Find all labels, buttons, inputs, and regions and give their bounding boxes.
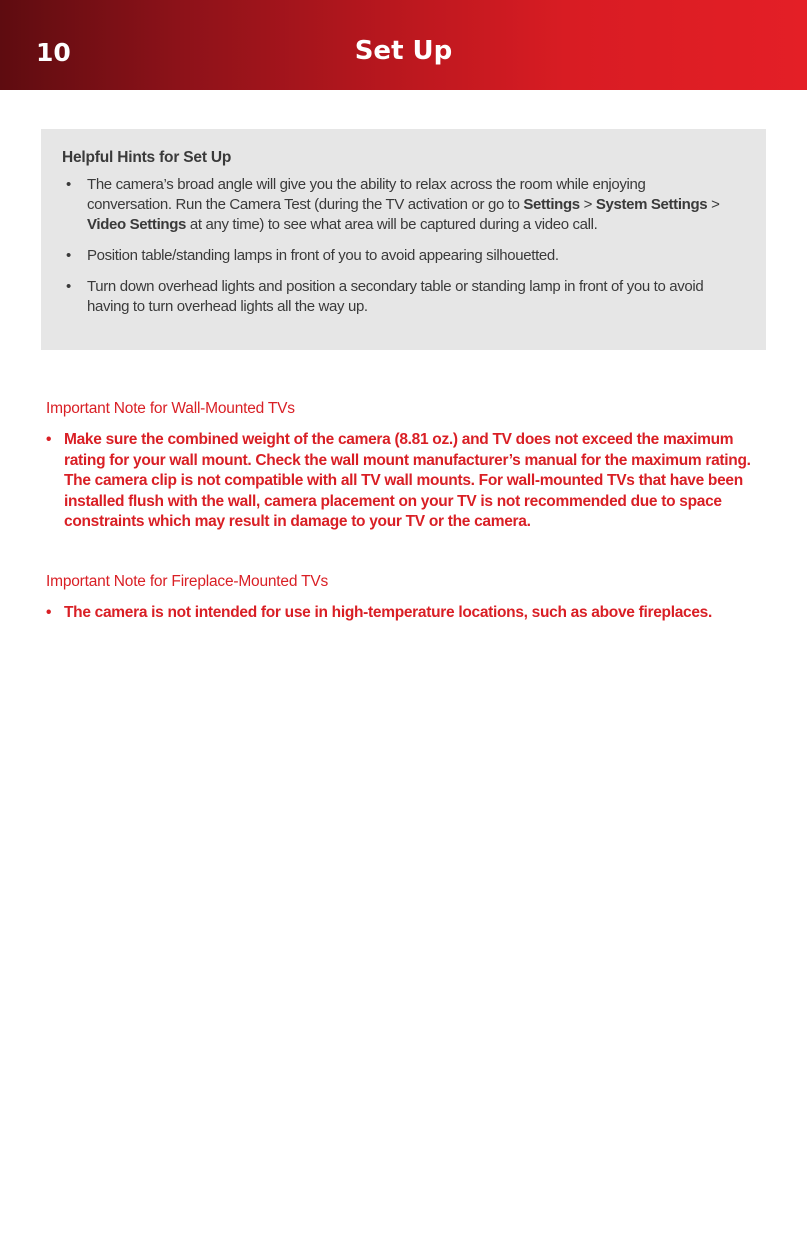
hint-text: at any time) to see what area will be captured during a video call. — [186, 216, 598, 233]
fireplace-mounted-note — [46, 573, 766, 624]
wall-note-heading: Important Note for Wall-Mounted TVs — [46, 400, 295, 417]
hint-item-camera-test — [62, 175, 726, 235]
hints-title: Helpful Hints for Set Up — [62, 149, 232, 166]
hint-item-lamps: • Position table/standing lamps in front of you to avoid appearing silhouetted. — [62, 246, 726, 266]
fireplace-note-list — [46, 603, 766, 624]
path-separator: > — [707, 196, 720, 213]
page-header — [0, 0, 807, 90]
fireplace-note-item: • The camera is not intended for use in high-temperature locations, such as above fireplaces. — [46, 603, 766, 624]
path-separator: > — [579, 196, 596, 213]
page-title: Set Up — [354, 36, 453, 66]
wall-note-list — [46, 430, 766, 533]
page-number: 10 — [36, 38, 71, 67]
wall-note-item: • Make sure the combined weight of the camera (8.81 oz.) and TV does not exceed the maximum rating for your wall mount. Check the wall mount manufacturer’s manual for the maximum rating. The camera clip is not compatible with all TV wall mounts. For wall-mounted TVs that have been installed flush with the wall, camera placement on your TV is not recommended due to space constraints which may result in damage to your TV or the camera. — [46, 430, 766, 533]
settings-path-system-settings: System Settings — [595, 196, 708, 213]
settings-path-video-settings: Video Settings — [87, 216, 187, 233]
hint-text: The camera’s broad angle will give you the ability to relax across the room while enjoying conversation. Run the Camera Test (during the TV activation or go to — [87, 176, 646, 213]
fireplace-note-heading: Important Note for Fireplace-Mounted TVs — [46, 573, 329, 590]
hints-list — [62, 175, 726, 317]
settings-path-settings: Settings — [523, 196, 580, 213]
hint-item-overhead-lights: • Turn down overhead lights and position a secondary table or standing lamp in front of you to avoid having to turn overhead lights all the way up. — [62, 277, 726, 317]
wall-mounted-note — [46, 400, 766, 533]
helpful-hints-box — [41, 129, 766, 350]
